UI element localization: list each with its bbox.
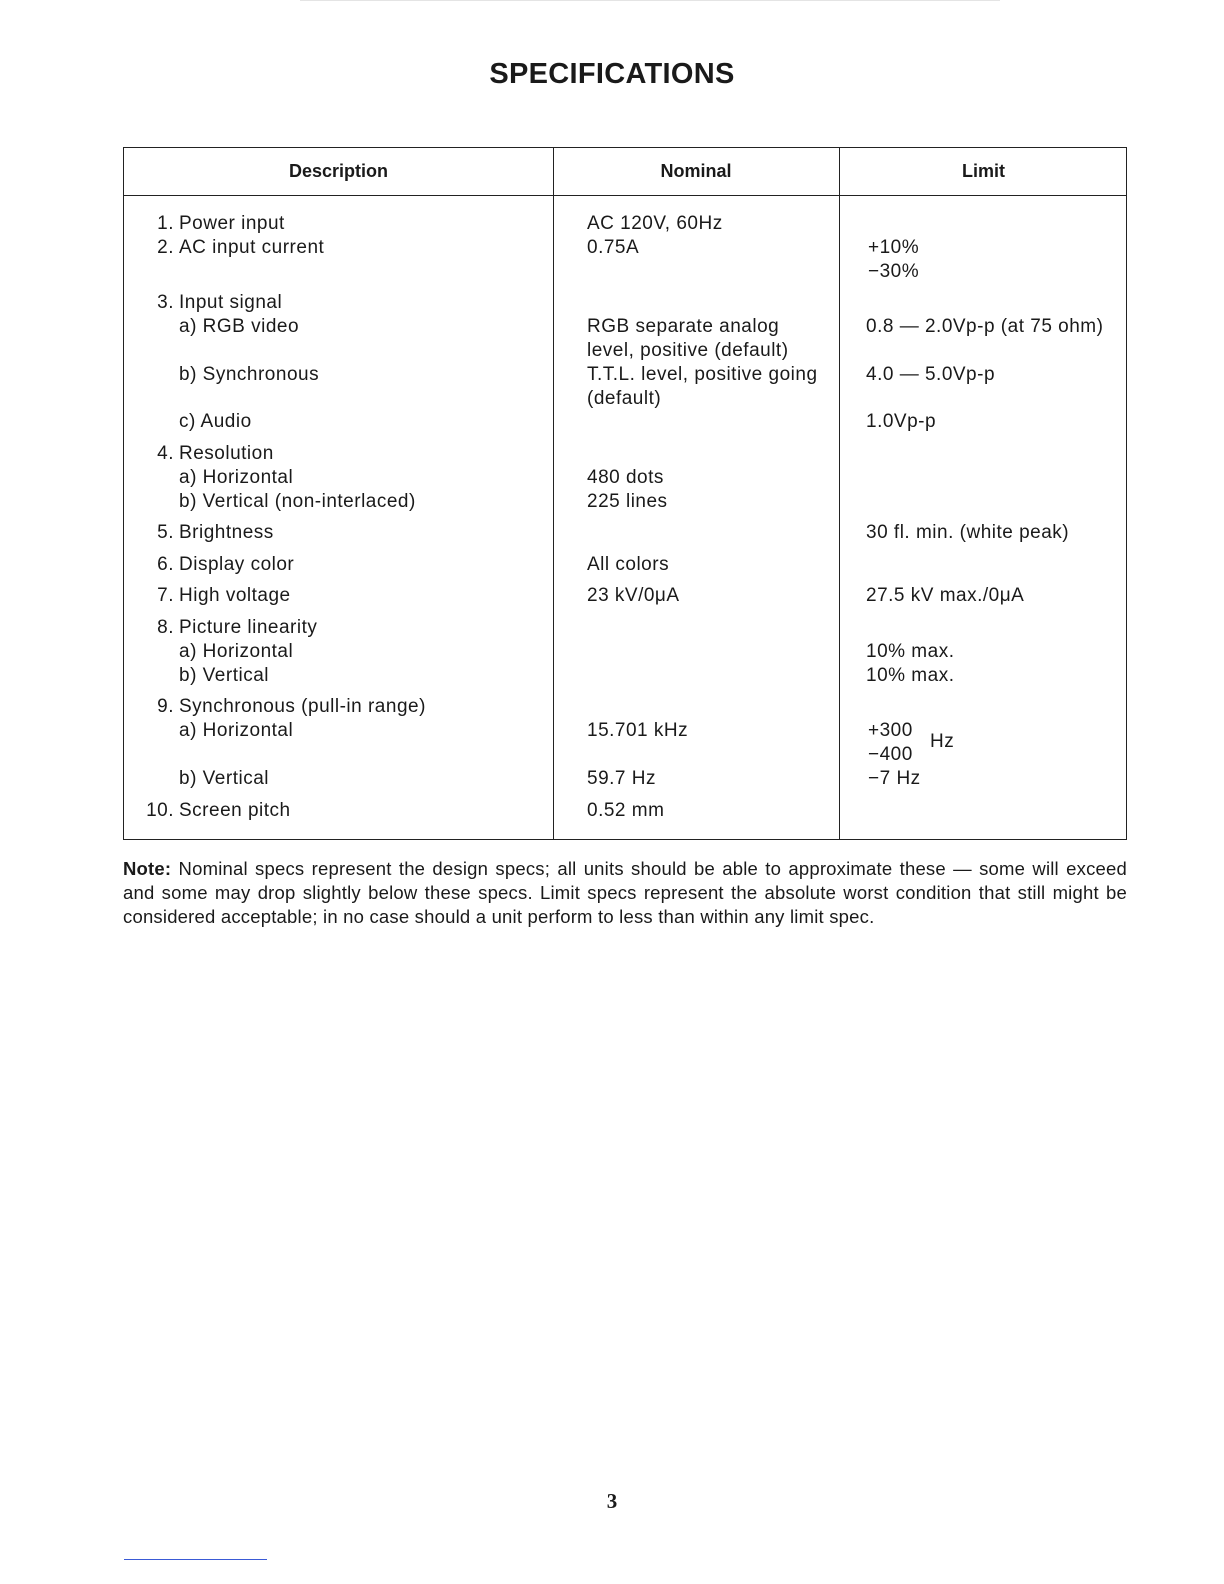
row-description: b) Vertical (non-interlaced) [179, 491, 416, 512]
row-limit: 1.0Vp-p [866, 411, 937, 432]
header-nominal: Nominal [660, 161, 732, 181]
row-limit: 0.8 — 2.0Vp-p (at 75 ohm) [866, 316, 1104, 337]
row-number: 10. [146, 800, 174, 821]
row-description: Brightness [179, 522, 274, 543]
row-nominal: RGB separate analog [587, 316, 780, 337]
column-divider-2 [839, 148, 840, 839]
row-description: Power input [179, 213, 285, 234]
row-nominal: 59.7 Hz [587, 768, 656, 789]
row-limit: +10% [868, 237, 920, 258]
row-number: 3. [157, 292, 174, 313]
row-nominal: 23 kV/0μA [587, 585, 680, 606]
note-label: Note: [123, 858, 172, 879]
note-paragraph [123, 857, 1127, 929]
row-nominal-secondary: (default) [587, 388, 662, 409]
row-description: a) Horizontal [179, 467, 294, 488]
row-nominal: All colors [587, 554, 670, 575]
row-limit: −7 Hz [868, 768, 921, 789]
row-number: 5. [157, 522, 174, 543]
row-limit: 27.5 kV max./0μA [866, 585, 1025, 606]
row-limit: 10% max. [866, 641, 955, 662]
row-description: a) Horizontal [179, 641, 294, 662]
row-description: b) Vertical [179, 665, 269, 686]
row-nominal: T.T.L. level, positive going [587, 364, 818, 385]
row-limit: 30 fl. min. (white peak) [866, 522, 1070, 543]
row-description: AC input current [179, 237, 325, 258]
row-description: a) Horizontal [179, 720, 294, 741]
row-number: 4. [157, 443, 174, 464]
row-description: c) Audio [179, 411, 252, 432]
page-title: SPECIFICATIONS [489, 58, 735, 90]
row-nominal: AC 120V, 60Hz [587, 213, 723, 234]
row-description: High voltage [179, 585, 291, 606]
row-nominal: 15.701 kHz [587, 720, 689, 741]
row-description: a) RGB video [179, 316, 300, 337]
header-description: Description [288, 161, 389, 181]
header-divider [124, 195, 1126, 196]
row-number: 2. [157, 237, 174, 258]
row-description: b) Synchronous [179, 364, 320, 385]
row-limit: 4.0 — 5.0Vp-p [866, 364, 996, 385]
specifications-table [123, 147, 1127, 840]
row-limit: 10% max. [866, 665, 955, 686]
row-nominal: 0.75A [587, 237, 640, 258]
footer-line [124, 1559, 267, 1560]
row-number: 6. [157, 554, 174, 575]
row-description: Synchronous (pull-in range) [179, 696, 426, 717]
row-description: Screen pitch [179, 800, 291, 821]
row-number: 8. [157, 617, 174, 638]
row-number: 7. [157, 585, 174, 606]
row-number: 9. [157, 696, 174, 717]
row-nominal: 480 dots [587, 467, 664, 488]
header-limit: Limit [962, 161, 1005, 181]
row-limit-secondary: −400 [868, 744, 913, 765]
top-edge-line [300, 0, 1000, 1]
row-description: Input signal [179, 292, 283, 313]
row-nominal: 0.52 mm [587, 800, 665, 821]
row-description: Resolution [179, 443, 274, 464]
note-text: Nominal specs represent the design specs; all units should be able to approximate these — some will exceed and some may drop slightly below these specs. Limit specs represent the absolute worst condition that still might be considered acceptable; in no case should a unit perform to less than within any limit spec. [123, 858, 1127, 927]
row-limit-unit: Hz [930, 731, 955, 752]
row-limit: +300 [868, 720, 913, 741]
row-description: Display color [179, 554, 295, 575]
row-nominal-secondary: level, positive (default) [587, 340, 789, 361]
row-description: b) Vertical [179, 768, 269, 789]
row-limit-secondary: −30% [868, 261, 920, 282]
row-nominal: 225 lines [587, 491, 668, 512]
row-number: 1. [157, 213, 174, 234]
column-divider-1 [553, 148, 554, 839]
page-number: 3 [606, 1489, 618, 1513]
row-description: Picture linearity [179, 617, 318, 638]
